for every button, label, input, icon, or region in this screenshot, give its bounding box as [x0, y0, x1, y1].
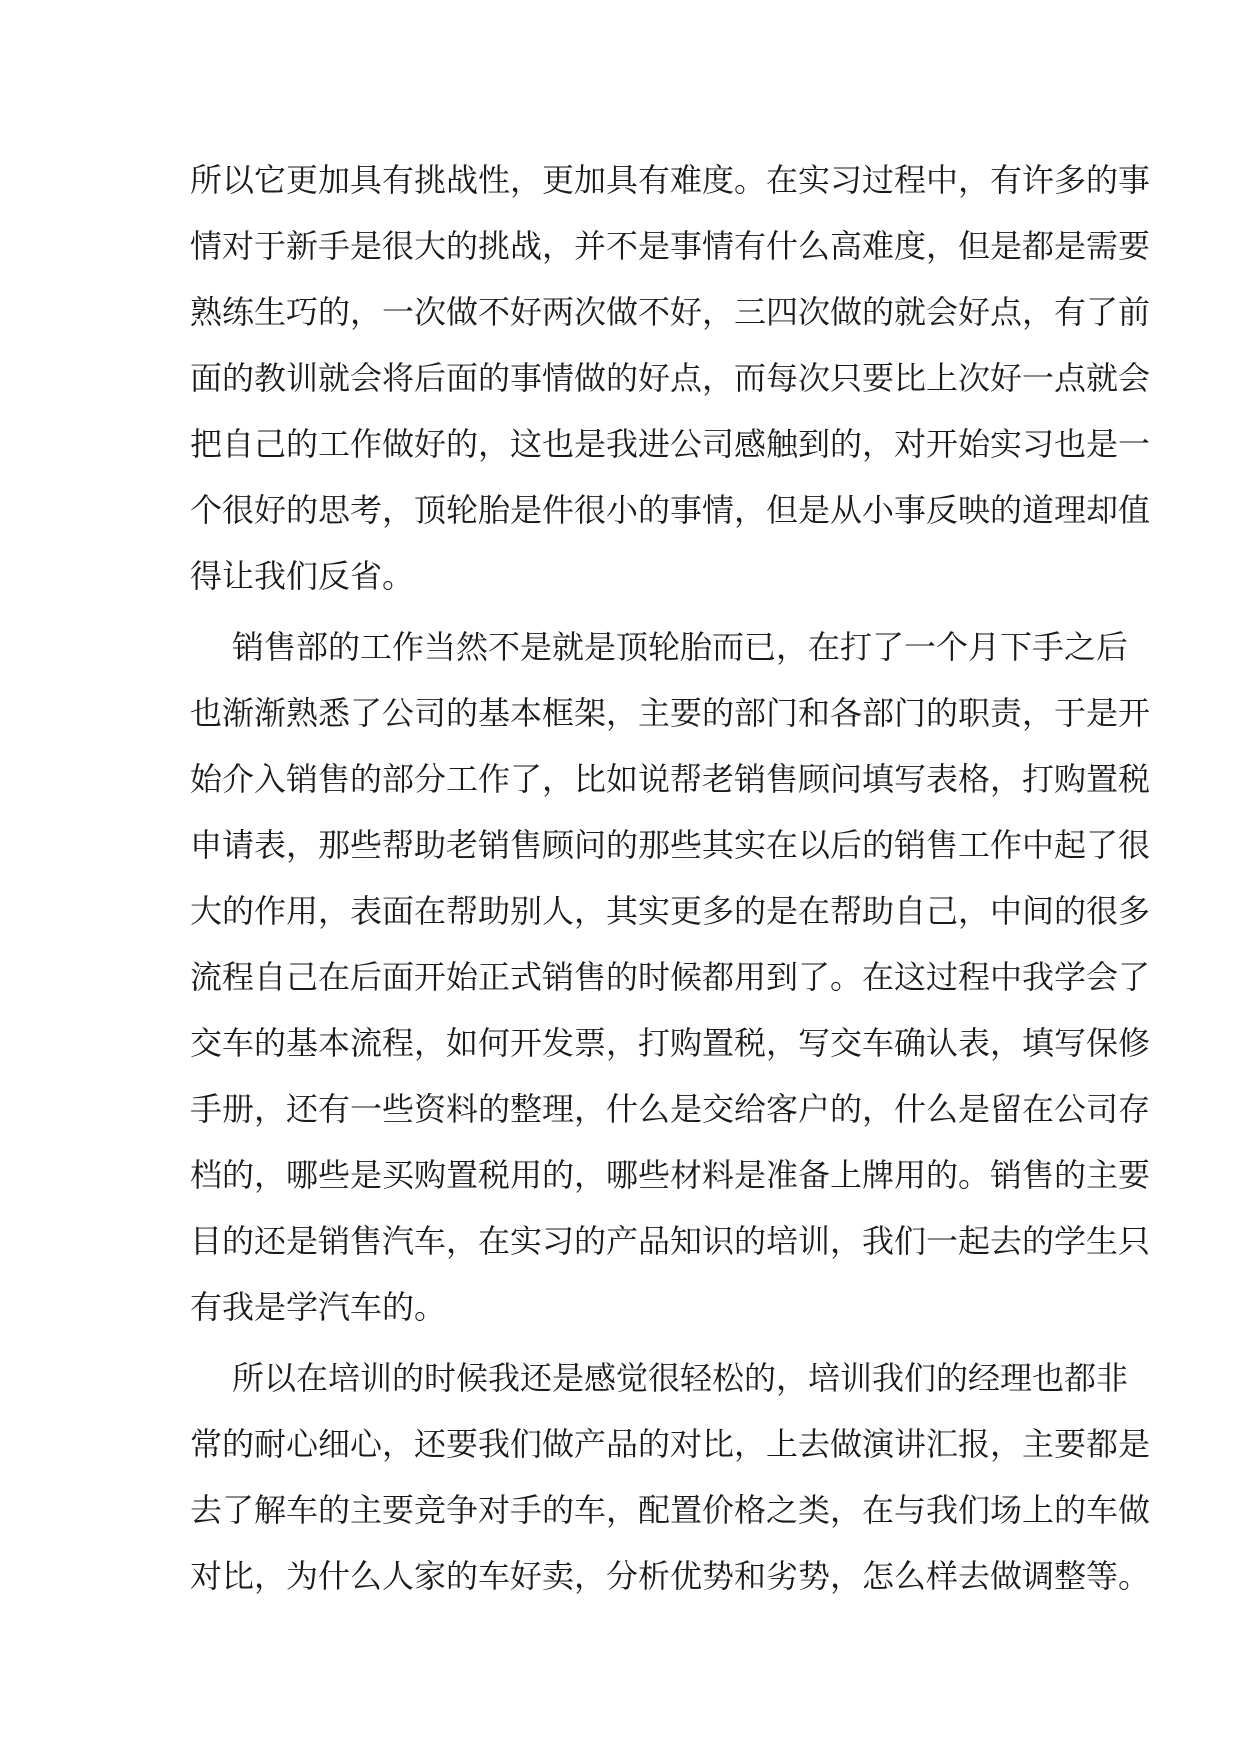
text-line: 情对于新手是很大的挑战，并不是事情有什么高难度，但是都是需要	[190, 227, 1151, 265]
text-line: 个很好的思考，顶轮胎是件很小的事情，但是从小事反映的道理却值	[190, 491, 1151, 529]
text-line: 熟练生巧的，一次做不好两次做不好，三四次做的就会好点，有了前	[190, 293, 1151, 331]
text-line: 流程自己在后面开始正式销售的时候都用到了。在这过程中我学会了	[190, 958, 1151, 996]
text-line: 把自己的工作做好的，这也是我进公司感触到的，对开始实习也是一	[190, 425, 1151, 463]
text-line: 大的作用，表面在帮助别人，其实更多的是在帮助自己，中间的很多	[190, 892, 1151, 930]
paragraph-first-line: 所以在培训的时候我还是感觉很轻松的，培训我们的经理也都非	[232, 1359, 1129, 1397]
text-line: 手册，还有一些资料的整理，什么是交给客户的，什么是留在公司存	[190, 1090, 1151, 1128]
paragraph-first-line: 销售部的工作当然不是就是顶轮胎而已，在打了一个月下手之后	[232, 628, 1129, 666]
text-line: 所以它更加具有挑战性，更加具有难度。在实习过程中，有许多的事	[190, 161, 1151, 199]
text-line: 去了解车的主要竞争对手的车，配置价格之类，在与我们场上的车做	[190, 1491, 1151, 1529]
text-line: 面的教训就会将后面的事情做的好点，而每次只要比上次好一点就会	[190, 359, 1151, 397]
text-line: 对比，为什么人家的车好卖，分析优势和劣势，怎么样去做调整等。	[190, 1557, 1151, 1595]
text-line: 交车的基本流程，如何开发票，打购置税，写交车确认表，填写保修	[190, 1024, 1151, 1062]
text-line: 有我是学汽车的。	[190, 1288, 447, 1326]
text-line: 得让我们反省。	[190, 557, 415, 595]
text-line: 申请表，那些帮助老销售顾问的那些其实在以后的销售工作中起了很	[190, 826, 1151, 864]
text-line: 始介入销售的部分工作了，比如说帮老销售顾问填写表格，打购置税	[190, 760, 1151, 798]
text-line: 也渐渐熟悉了公司的基本框架，主要的部门和各部门的职责，于是开	[190, 694, 1151, 732]
text-line: 档的，哪些是买购置税用的，哪些材料是准备上牌用的。销售的主要	[190, 1156, 1151, 1194]
text-line: 目的还是销售汽车，在实习的产品知识的培训，我们一起去的学生只	[190, 1222, 1151, 1260]
text-line: 常的耐心细心，还要我们做产品的对比，上去做演讲汇报，主要都是	[190, 1425, 1151, 1463]
